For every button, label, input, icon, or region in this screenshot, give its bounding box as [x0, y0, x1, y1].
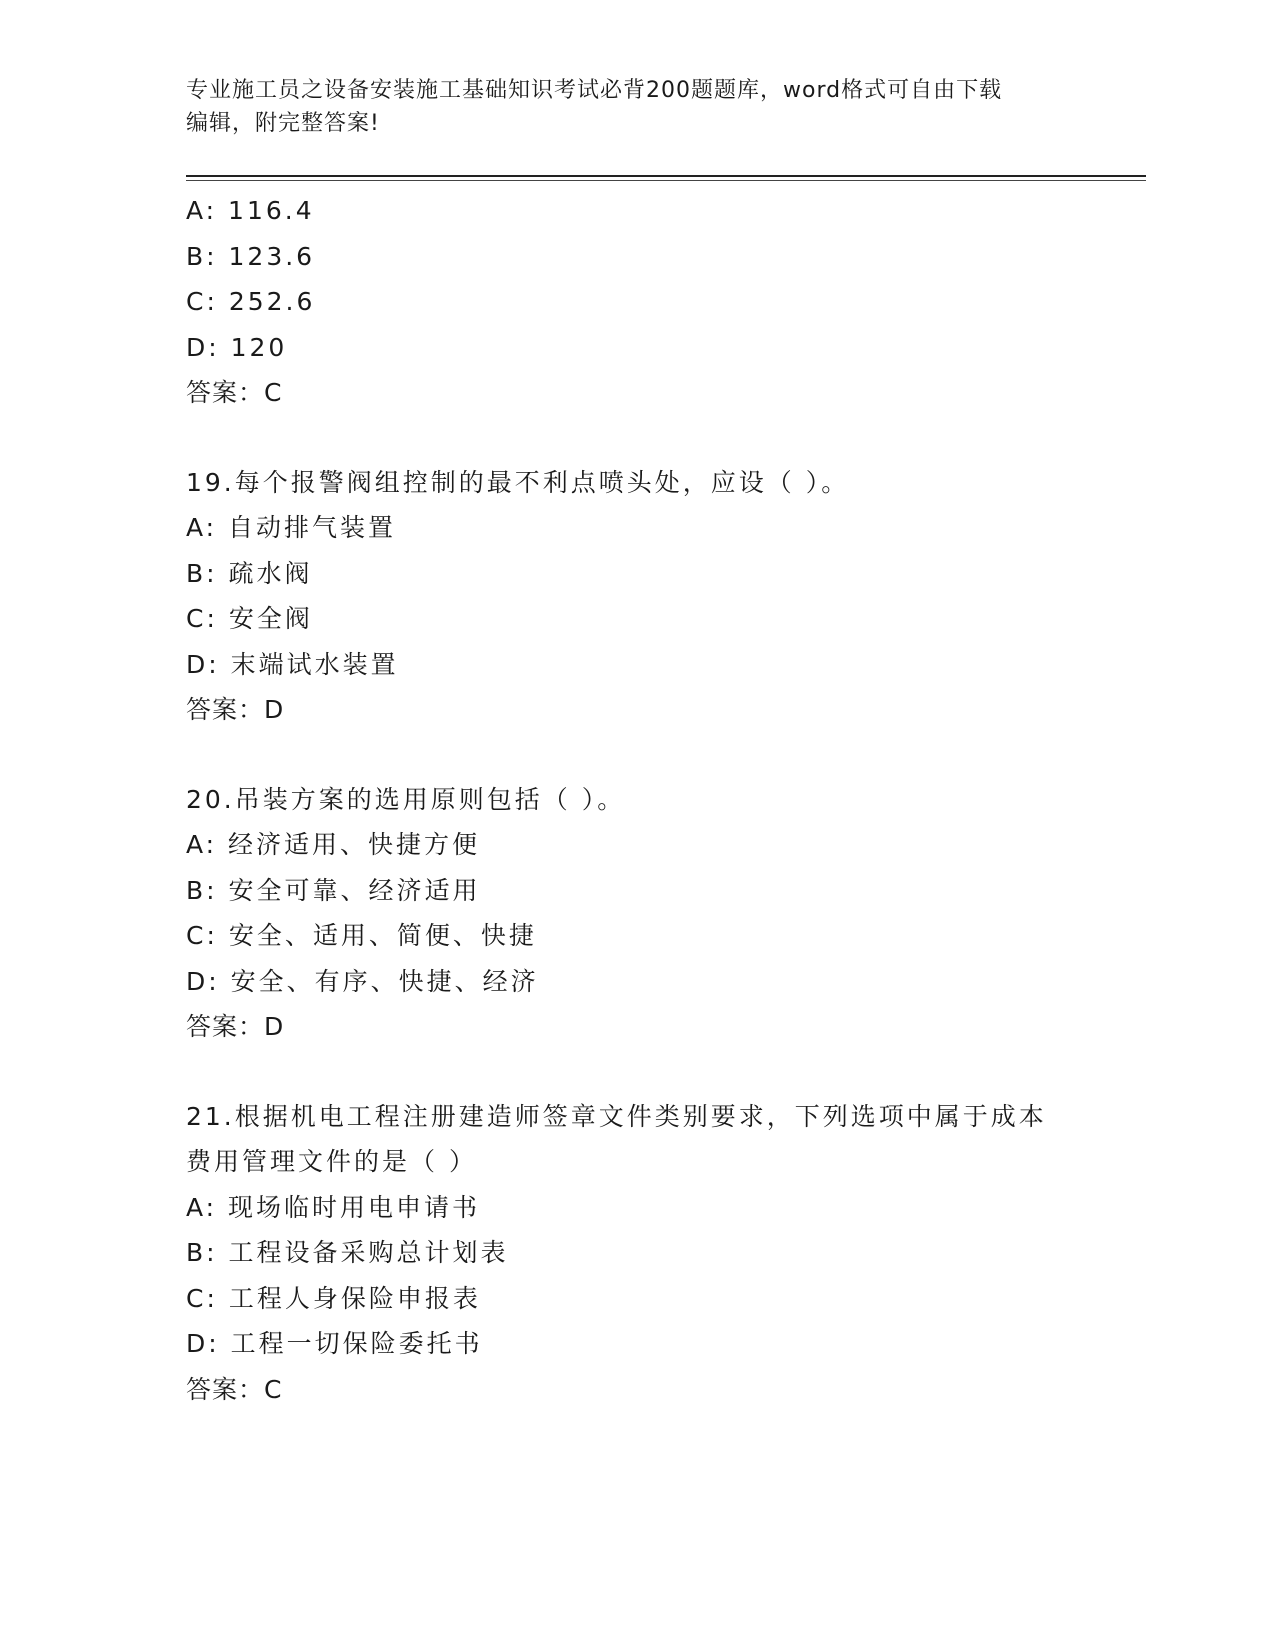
option-a: A: 自动排气装置: [186, 513, 397, 542]
answer-line: 答案：D: [186, 1012, 285, 1041]
answer-line: 答案：D: [186, 695, 285, 724]
option-d: D: 安全、有序、快捷、经济: [186, 966, 539, 996]
option-b: B: 123.6: [186, 241, 316, 271]
option-a: A: 经济适用、快捷方便: [186, 830, 481, 859]
answer-line: 答案：C: [186, 1374, 283, 1404]
header-line-1: 专业施工员之设备安装施工基础知识考试必背200题题库，word格式可自由下载: [186, 78, 1003, 103]
option-c: C: 安全、适用、简便、快捷: [186, 921, 537, 950]
question-text-line-2: 费用管理文件的是（ ）: [186, 1147, 477, 1176]
question-text: 20.吊装方案的选用原则包括（ ）。: [186, 784, 626, 814]
question-block-18: [186, 188, 1146, 416]
option-c: C: 安全阀: [186, 604, 313, 633]
option-c: C: 工程人身保险申报表: [186, 1283, 481, 1313]
option-d: D: 工程一切保险委托书: [186, 1329, 483, 1358]
answer-line: 答案：C: [186, 378, 283, 407]
question-list: [186, 188, 1146, 1412]
option-a: A: 116.4: [186, 196, 315, 225]
question-block-20: [186, 777, 1146, 1050]
header-divider-thick: [186, 175, 1146, 177]
header-line-2: 编辑，附完整答案!: [186, 111, 380, 136]
option-b: B: 疏水阀: [186, 558, 313, 588]
option-d: D: 末端试水装置: [186, 649, 399, 679]
option-a: A: 现场临时用电申请书: [186, 1192, 481, 1222]
question-text-line-1: 21.根据机电工程注册建造师签章文件类别要求，下列选项中属于成本: [186, 1101, 1047, 1131]
document-header: [186, 74, 1066, 140]
option-b: B: 工程设备采购总计划表: [186, 1238, 509, 1267]
option-b: B: 安全可靠、经济适用: [186, 875, 481, 905]
header-divider-thin: [186, 180, 1146, 181]
option-c: C: 252.6: [186, 287, 316, 316]
option-d: D: 120: [186, 332, 288, 362]
question-text: 19.每个报警阀组控制的最不利点喷头处，应设（ ）。: [186, 467, 850, 497]
question-block-21: [186, 1094, 1146, 1413]
question-block-19: [186, 460, 1146, 733]
